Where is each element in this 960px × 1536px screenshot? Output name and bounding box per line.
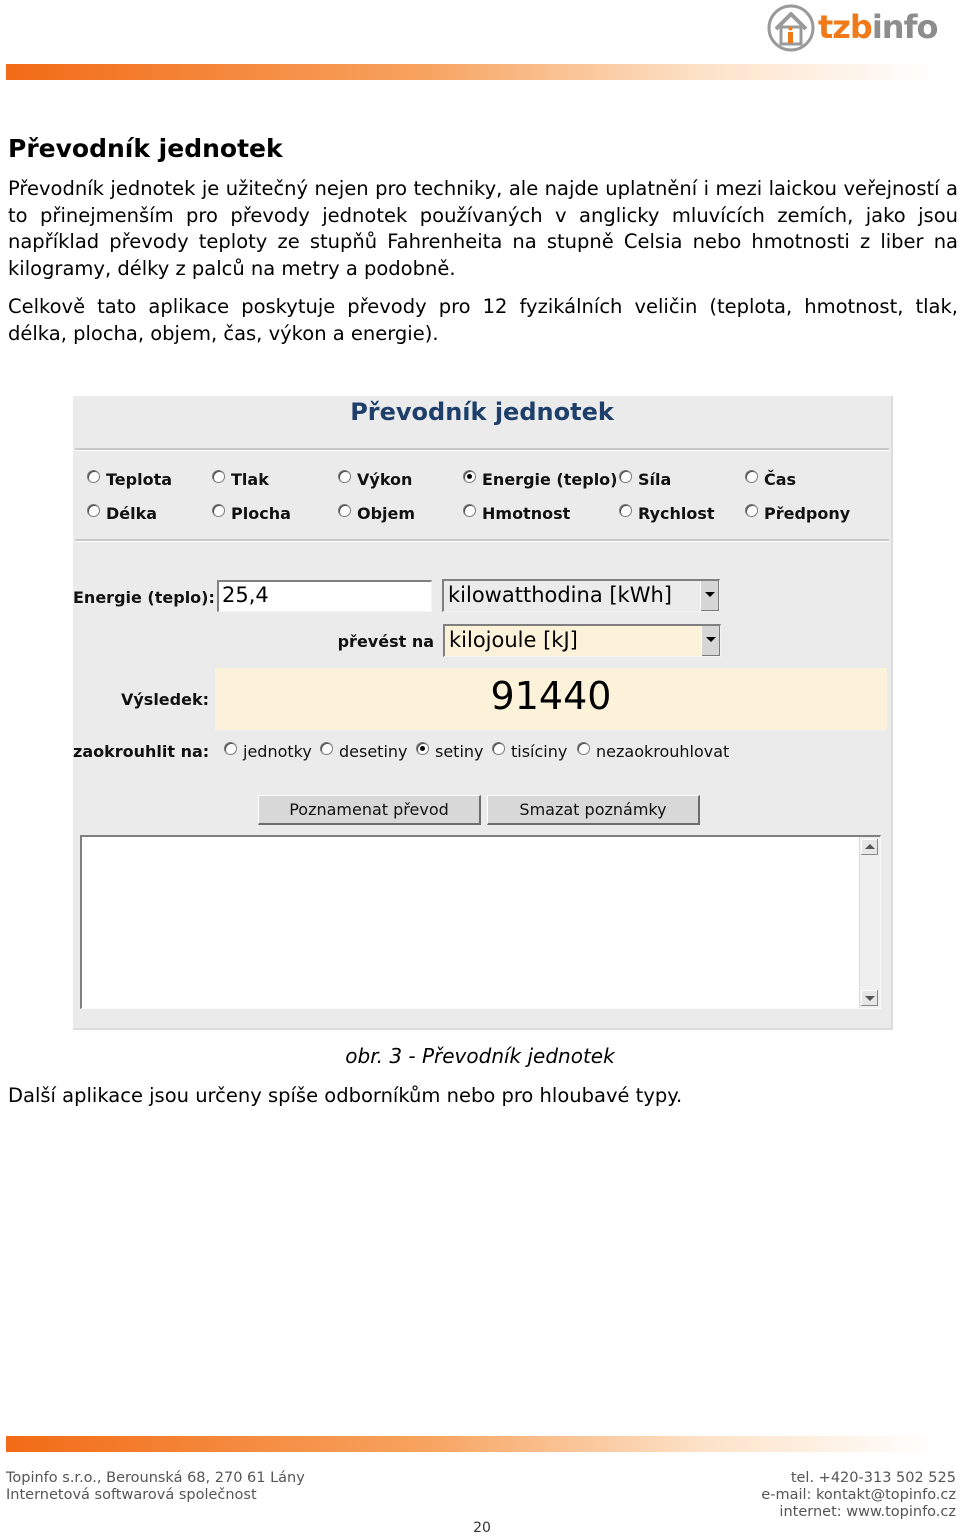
footer-company-type: Internetová softwarová společnost (6, 1487, 257, 1503)
footer-website[interactable]: internet: www.topinfo.cz (779, 1504, 956, 1520)
quantity-radio-teplota[interactable]: Teplota (87, 470, 172, 489)
radio-icon (320, 742, 333, 755)
radio-icon (212, 470, 225, 483)
quantity-radio-energie[interactable]: Energie (teplo) (463, 470, 617, 489)
tzbinfo-logo (762, 0, 952, 56)
radio-icon (87, 504, 100, 517)
quantity-radio-objem[interactable]: Objem (338, 504, 415, 523)
unit-converter-figure (73, 396, 893, 1030)
round-radio-jednotky[interactable]: jednotky (224, 742, 312, 761)
closing-paragraph: Další aplikace jsou určeny spíše odborníkům nebo pro hloubavé typy. (8, 1084, 683, 1107)
notes-scrollbar[interactable] (859, 837, 880, 1008)
figure-caption: obr. 3 - Převodník jednotek (345, 1044, 615, 1068)
scroll-up-icon[interactable] (861, 839, 878, 855)
round-radio-setiny[interactable]: setiny (416, 742, 484, 761)
to-unit-select[interactable] (443, 624, 721, 657)
header-bar (6, 64, 936, 80)
radio-selected-icon (416, 742, 429, 755)
page-heading: Převodník jednotek (8, 134, 283, 163)
quantity-radio-sila[interactable]: Síla (619, 470, 671, 489)
footer-contact-info (761, 1470, 956, 1521)
quantity-radio-vykon[interactable]: Výkon (338, 470, 412, 489)
quantity-radio-plocha[interactable]: Plocha (212, 504, 291, 523)
result-label: Výsledek: (120, 690, 209, 709)
radio-icon (619, 504, 632, 517)
from-unit-value: kilowatthodina [kWh] (448, 583, 672, 607)
logo-text-info: info (871, 8, 938, 46)
from-unit-select[interactable] (442, 579, 720, 612)
footer-phone: tel. +420-313 502 525 (790, 1470, 956, 1486)
radio-icon (212, 504, 225, 517)
radio-icon (745, 504, 758, 517)
result-box (215, 668, 887, 730)
intro-paragraph: Převodník jednotek je užitečný nejen pro techniky, ale najde uplatnění i mezi laickou veřejností a to přinejmenším pro převody jednotek používaných v anglicky mluvících zemích, jako jsou například převody teploty ze stupňů Fahrenheita na stupně Celsia nebo hmotnosti z liber na kilogramy, délky z palců na metry a podobně. (8, 177, 958, 280)
radio-icon (87, 470, 100, 483)
footer-company-info (6, 1470, 305, 1504)
record-conversion-button[interactable]: Poznamenat převod (258, 795, 481, 825)
round-radio-desetiny[interactable]: desetiny (320, 742, 408, 761)
divider (75, 448, 889, 450)
radio-icon (619, 470, 632, 483)
to-unit-value: kilojoule [kJ] (449, 628, 578, 652)
footer-bar (6, 1436, 936, 1452)
divider (75, 539, 889, 541)
input-label: Energie (teplo): (73, 588, 215, 607)
radio-icon (463, 504, 476, 517)
result-value: 91440 (490, 674, 612, 718)
quantity-radio-rychlost[interactable]: Rychlost (619, 504, 715, 523)
radio-selected-icon (463, 470, 476, 483)
scroll-down-icon[interactable] (861, 990, 878, 1006)
radio-icon (338, 470, 351, 483)
round-radio-tisiciny[interactable]: tisíciny (492, 742, 567, 761)
radio-icon (224, 742, 237, 755)
dropdown-arrow-icon[interactable] (701, 626, 720, 656)
quantity-radio-predpony[interactable]: Předpony (745, 504, 850, 523)
round-radio-nezaokrouhlovat[interactable]: nezaokrouhlovat (577, 742, 729, 761)
dropdown-arrow-icon[interactable] (700, 581, 719, 611)
quantity-radio-hmotnost[interactable]: Hmotnost (463, 504, 570, 523)
radio-icon (338, 504, 351, 517)
logo-text-tzb: tzb (818, 8, 872, 46)
radio-icon (492, 742, 505, 755)
quantity-radio-tlak[interactable]: Tlak (212, 470, 269, 489)
house-info-icon (766, 2, 816, 52)
radio-icon (577, 742, 590, 755)
convert-to-label: převést na (337, 632, 434, 651)
value-input[interactable]: 25,4 (217, 580, 432, 612)
footer-email[interactable]: e-mail: kontakt@topinfo.cz (761, 1487, 956, 1503)
notes-textarea[interactable] (80, 835, 881, 1009)
clear-notes-button[interactable]: Smazat poznámky (487, 795, 700, 825)
summary-paragraph: Celkově tato aplikace poskytuje převody pro 12 fyzikálních veličin (teplota, hmotnost, tlak, délka, plocha, objem, čas, výkon a energie). (8, 295, 958, 345)
converter-title: Převodník jednotek (350, 398, 614, 426)
footer-address: Topinfo s.r.o., Berounská 68, 270 61 Lány (6, 1470, 305, 1486)
rounding-label: zaokrouhlit na: (73, 742, 210, 761)
radio-icon (745, 470, 758, 483)
page-number: 20 (473, 1520, 491, 1536)
quantity-radio-delka[interactable]: Délka (87, 504, 157, 523)
quantity-radio-cas[interactable]: Čas (745, 470, 796, 489)
